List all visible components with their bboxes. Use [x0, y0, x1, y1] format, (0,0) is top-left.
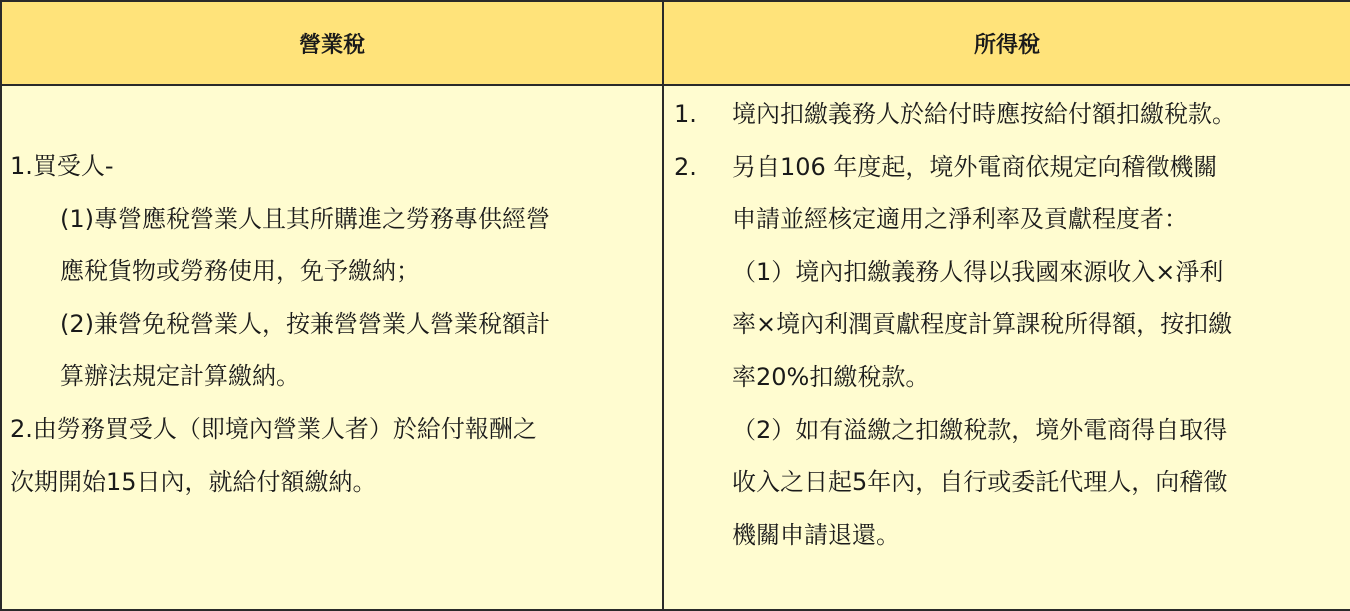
business-tax-line-4: (2)兼營免稅營業人，按兼營營業人營業稅額計	[60, 309, 550, 338]
business-tax-line-3: 應稅貨物或勞務使用，免予繳納；	[60, 257, 420, 286]
income-tax-cell	[664, 86, 1350, 609]
income-tax-sub-2-line-2: 收入之日起5年內，自行或委託代理人，向稽徵	[732, 468, 1228, 497]
income-tax-sub-1-line-2: 率×境內利潤貢獻程度計算課稅所得額，按扣繳	[732, 310, 1233, 339]
business-tax-line-1: 1.買受人-	[10, 152, 114, 180]
income-tax-item-1	[674, 88, 1344, 141]
income-tax-sub-2-line-3: 機關申請退還。	[732, 520, 900, 549]
income-tax-item-2	[674, 141, 1344, 194]
header-income-tax: 所得稅	[664, 2, 1350, 86]
income-tax-item-1-text: 境內扣繳義務人於給付時應按給付額扣繳稅款。	[732, 100, 1236, 128]
income-tax-item-2-text-1: 另自106 年度起，境外電商依規定向稽徵機關	[732, 152, 1218, 181]
income-tax-sub-2-line-1: （2）如有溢繳之扣繳稅款，境外電商得自取得	[732, 415, 1228, 444]
income-tax-item-2-number: 2.	[674, 152, 697, 181]
income-tax-sub-1-line-3: 率20%扣繳稅款。	[732, 362, 930, 391]
header-business-tax: 營業稅	[2, 2, 664, 86]
income-tax-item-2-text-2: 申請並經核定適用之淨利率及貢獻程度者：	[732, 205, 1188, 234]
income-tax-item-1-number: 1.	[674, 100, 697, 128]
business-tax-cell	[2, 86, 664, 609]
income-tax-sub-1-line-1: （1）境內扣繳義務人得以我國來源收入×淨利	[732, 257, 1224, 286]
business-tax-line-2: (1)專營應稅營業人且其所購進之勞務專供經營	[60, 204, 550, 233]
business-tax-line-7: 次期開始15日內，就給付額繳納。	[10, 467, 377, 496]
business-tax-line-5: 算辦法規定計算繳納。	[60, 362, 300, 391]
business-tax-line-6: 2.由勞務買受人（即境內營業人者）於給付報酬之	[10, 414, 537, 443]
